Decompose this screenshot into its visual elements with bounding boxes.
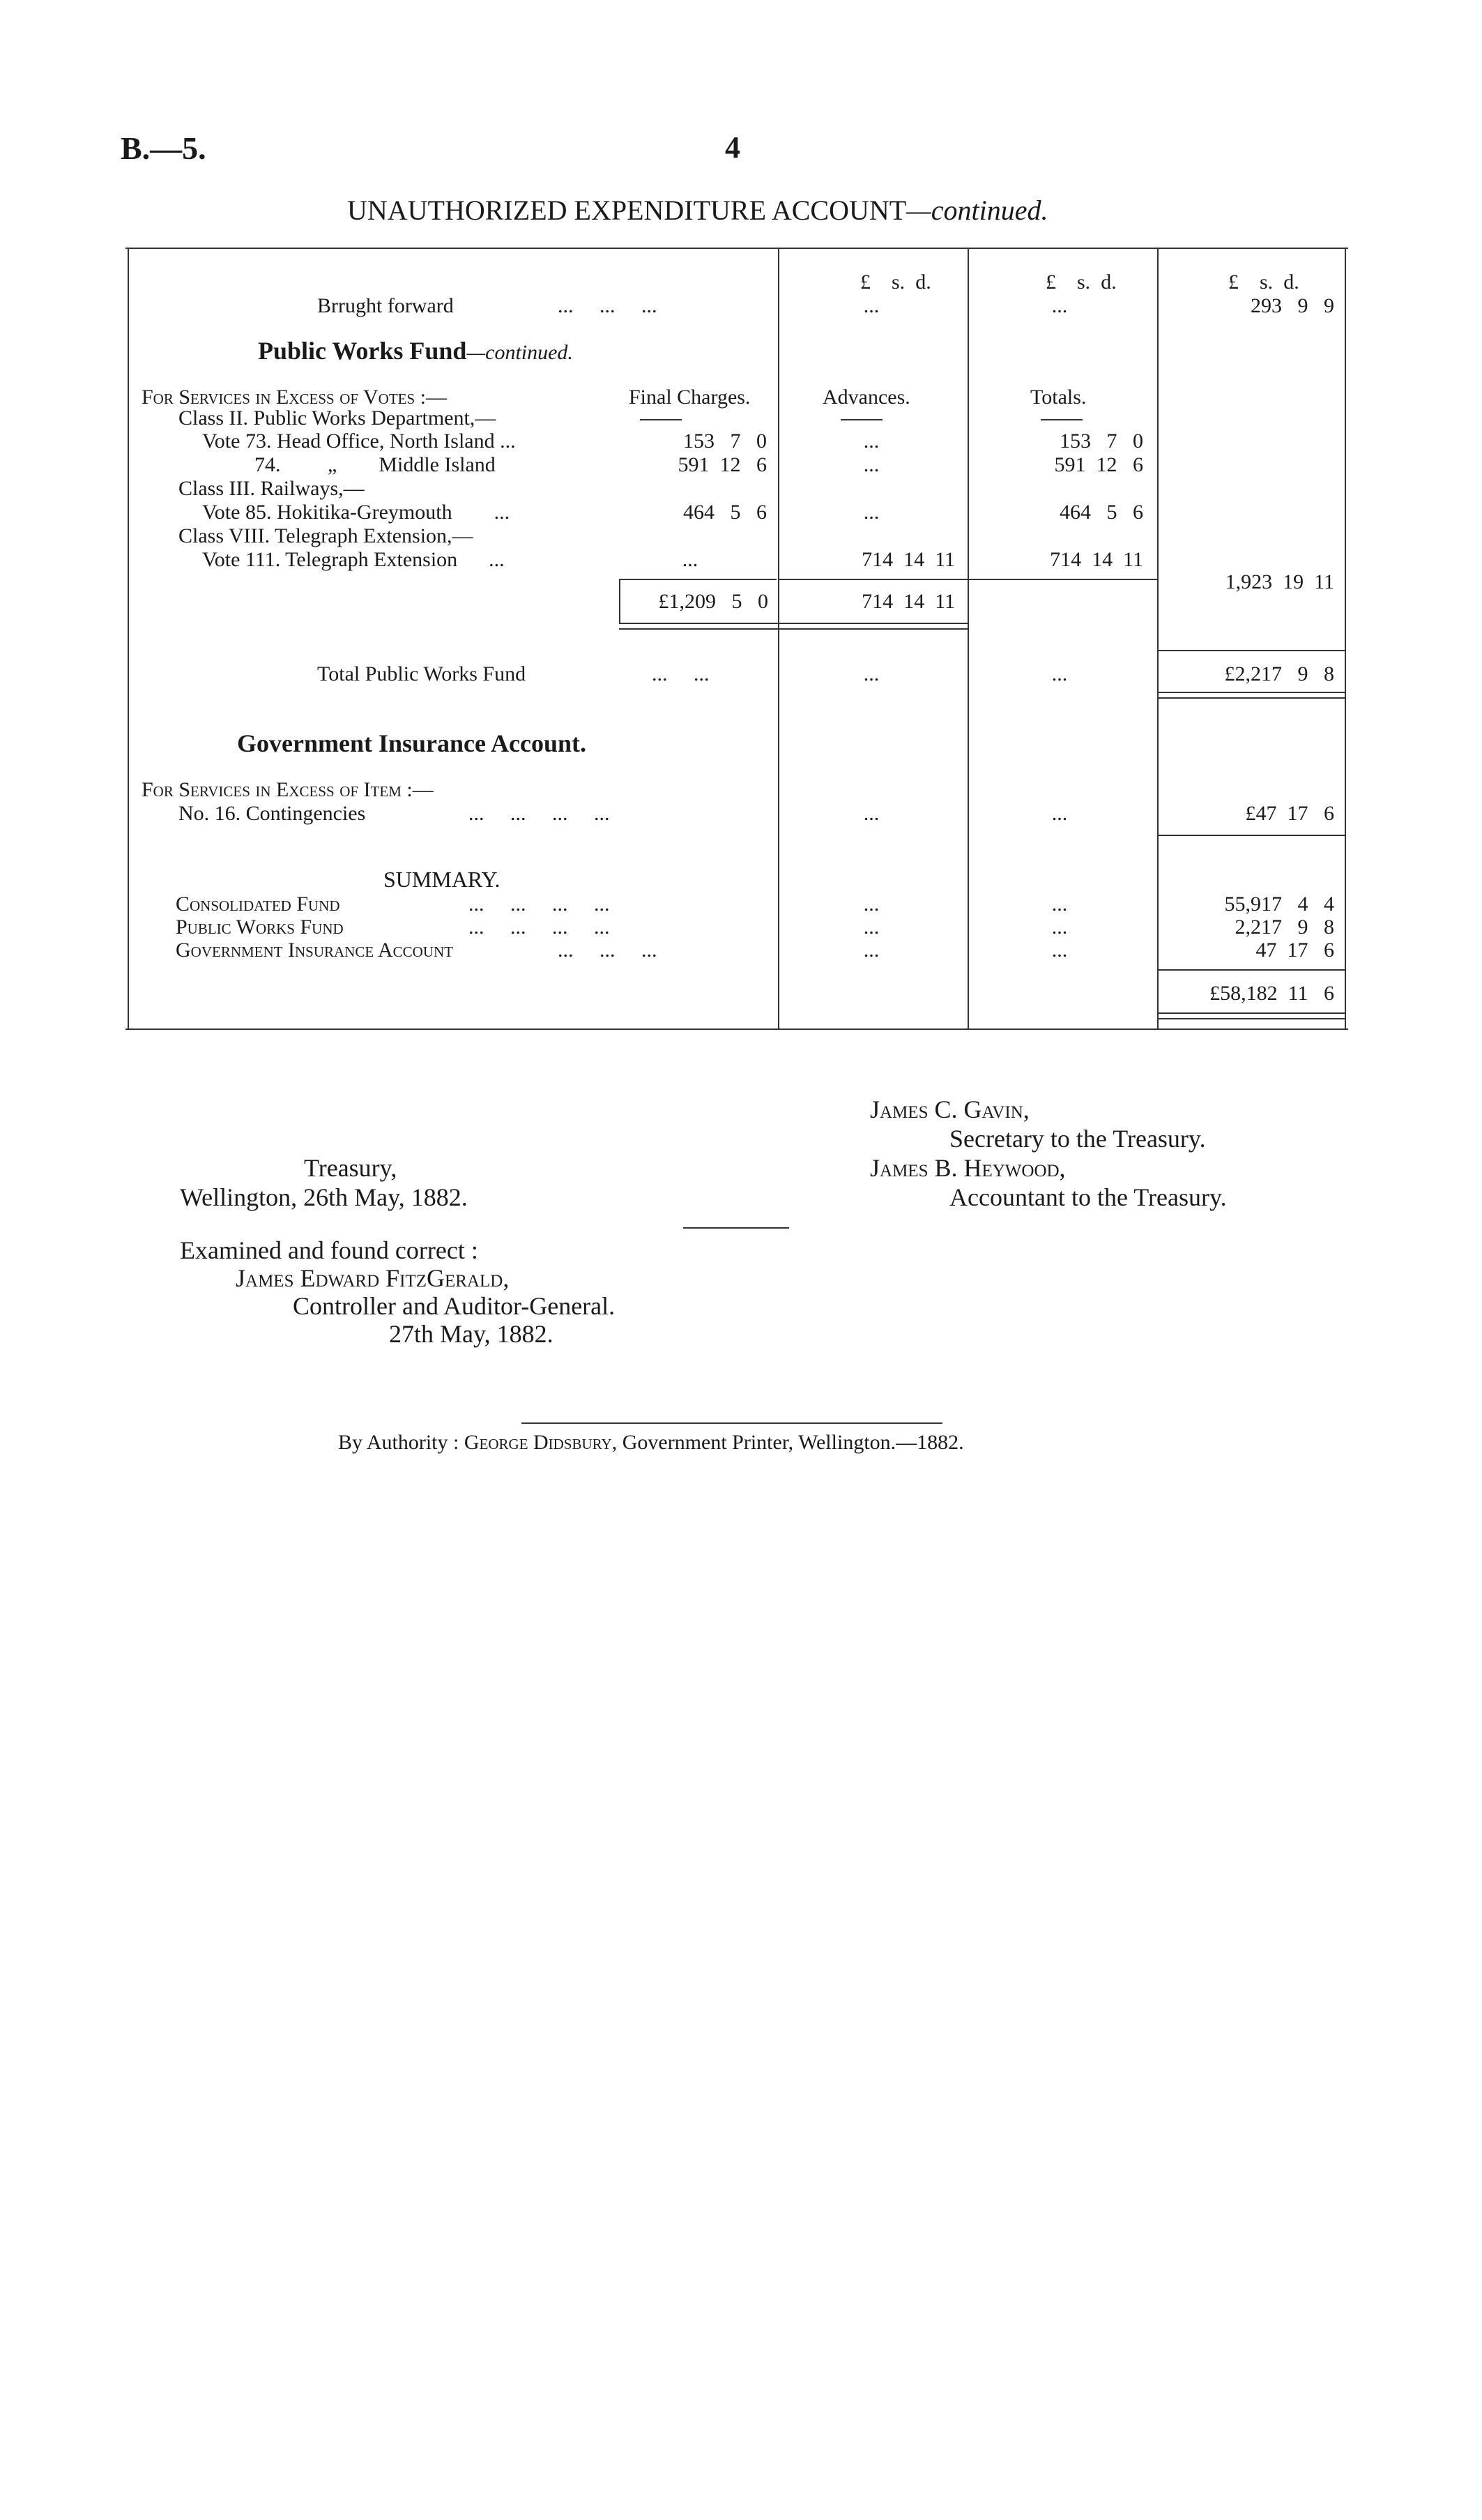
pw-row-total: 714 14 11 — [1050, 548, 1143, 571]
column-divider-2 — [968, 248, 969, 1030]
gavin-title: Secretary to the Treasury. — [949, 1125, 1206, 1153]
subtotal-double-rule — [619, 623, 968, 630]
final-charges-header: Final Charges. — [629, 386, 751, 409]
gi-row-dots: ... ... ... ... — [468, 802, 610, 825]
gi-services-label: For Services in Excess of Item :— — [142, 778, 434, 801]
examined-line: Examined and found correct : — [180, 1236, 478, 1264]
pw-total-top-rule — [1159, 650, 1345, 651]
summary-row-label: Government Insurance Account — [176, 939, 454, 962]
gi-rule — [1159, 835, 1345, 836]
pw-row-label: Vote 85. Hokitika-Greymouth ... — [202, 501, 510, 524]
pw-section-title: Public Works Fund—continued. — [258, 337, 573, 365]
brought-forward-col2: ... — [863, 294, 880, 317]
heywood-name: James B. Heywood, — [870, 1154, 1066, 1182]
gi-row-value: £47 17 6 — [1245, 802, 1334, 825]
summary-row-col3: ... — [1051, 916, 1068, 939]
page-title — [347, 194, 1048, 227]
gi-row-col2: ... — [863, 802, 880, 825]
advances-header: Advances. — [823, 386, 910, 409]
heywood-title: Accountant to the Treasury. — [949, 1183, 1227, 1211]
table-top-border — [125, 248, 1348, 249]
pw-row-final: ... — [682, 548, 698, 571]
final-header-rule — [640, 419, 682, 420]
pw-row-label: Class VIII. Telegraph Extension,— — [178, 524, 473, 547]
summary-row-col3: ... — [1051, 893, 1068, 916]
signature-divider — [683, 1227, 789, 1229]
pw-row-label: Class II. Public Works Department,— — [178, 407, 496, 430]
col4-unit-header: £ s. d. — [1228, 271, 1299, 294]
page-number: 4 — [725, 130, 740, 165]
summary-row-col2: ... — [863, 939, 880, 962]
auditor-date: 27th May, 1882. — [389, 1320, 553, 1348]
pw-row-advances: ... — [863, 501, 880, 524]
pw-row-advances: ... — [863, 430, 880, 453]
brought-forward-col3: ... — [1051, 294, 1068, 317]
pw-total-value: £2,217 9 8 — [1224, 662, 1334, 685]
final-subtotal-rule — [619, 579, 777, 580]
summary-row-label: Consolidated Fund — [176, 893, 340, 916]
pw-row-total: 464 5 6 — [1060, 501, 1143, 524]
summary-row-dots: ... ... ... ... — [468, 893, 610, 916]
pw-row-label: Vote 73. Head Office, North Island ... — [202, 430, 516, 453]
gi-row-label: No. 16. Contingencies — [178, 802, 366, 825]
final-subtotal: £1,209 5 0 — [658, 590, 768, 613]
totals-header-rule — [1041, 419, 1083, 420]
pw-row-label: Class III. Railways,— — [178, 477, 365, 500]
date-line: Wellington, 26th May, 1882. — [180, 1183, 468, 1211]
pw-row-advances: 714 14 11 — [862, 548, 955, 571]
totals-header: Totals. — [1030, 386, 1087, 409]
summary-row-col2: ... — [863, 916, 880, 939]
summary-row-col3: ... — [1051, 939, 1068, 962]
gi-section-title: Government Insurance Account. — [237, 729, 586, 757]
page-title-suffix: —continued. — [906, 195, 1048, 226]
summary-row-label: Public Works Fund — [176, 916, 344, 939]
pw-total-double-rule — [1159, 692, 1345, 699]
table-bottom-border — [125, 1029, 1348, 1030]
pw-total-col2: ... — [863, 662, 880, 685]
pw-total-col3: ... — [1051, 662, 1068, 685]
pw-row-final: 153 7 0 — [683, 430, 767, 453]
column-divider-3 — [1157, 248, 1159, 1030]
place: Treasury, — [304, 1154, 397, 1182]
summary-row-col2: ... — [863, 893, 880, 916]
pw-row-total: 153 7 0 — [1060, 430, 1143, 453]
table-right-border — [1345, 248, 1346, 1030]
pw-total-label: Total Public Works Fund — [317, 662, 526, 685]
summary-row-value: 55,917 4 4 — [1224, 893, 1334, 916]
document-ref: B.—5. — [121, 130, 206, 166]
advances-header-rule — [841, 419, 883, 420]
pw-row-advances: ... — [863, 453, 880, 476]
auditor-name: James Edward FitzGerald, — [236, 1264, 510, 1292]
pw-row-final: 591 12 6 — [678, 453, 767, 476]
col2-unit-header: £ s. d. — [860, 271, 931, 294]
column-divider-1 — [778, 248, 779, 1030]
summary-title: SUMMARY. — [383, 867, 501, 892]
summary-row-dots: ... ... ... — [558, 939, 657, 962]
brought-forward-dots: ... ... ... — [558, 294, 657, 317]
auditor-title: Controller and Auditor-General. — [293, 1292, 616, 1320]
grand-total-double-rule — [1159, 1012, 1345, 1019]
summary-row-value: 2,217 9 8 — [1235, 916, 1334, 939]
page-title-text: UNAUTHORIZED EXPENDITURE ACCOUNT — [347, 195, 907, 226]
advances-subtotal: 714 14 11 — [862, 590, 955, 613]
summary-row-dots: ... ... ... ... — [468, 916, 610, 939]
totals-subtotal-rule — [969, 579, 1157, 580]
summary-total-rule — [1159, 969, 1345, 971]
grand-total: £58,182 11 6 — [1209, 982, 1334, 1005]
pw-row-label: 74. „ Middle Island — [254, 453, 496, 476]
pw-services-label: For Services in Excess of Votes :— — [142, 386, 448, 409]
imprint-line: By Authority : George Didsbury, Government Printer, Wellington.—1882. — [338, 1431, 964, 1454]
col3-unit-header: £ s. d. — [1046, 271, 1117, 294]
gavin-name: James C. Gavin, — [870, 1095, 1030, 1123]
advances-subtotal-rule — [779, 579, 968, 580]
gi-row-col3: ... — [1051, 802, 1068, 825]
summary-row-value: 47 17 6 — [1255, 939, 1334, 962]
pw-row-label: Vote 111. Telegraph Extension ... — [202, 548, 505, 571]
pw-total-dots: ... ... — [652, 662, 710, 685]
pw-section-total: 1,923 19 11 — [1225, 570, 1334, 593]
pw-row-total: 591 12 6 — [1054, 453, 1143, 476]
brought-forward-label: Brrught forward — [317, 294, 454, 317]
brought-forward-total: 293 9 9 — [1251, 294, 1334, 317]
imprint-rule — [521, 1422, 942, 1424]
table-left-border — [128, 248, 129, 1030]
pw-row-final: 464 5 6 — [683, 501, 767, 524]
